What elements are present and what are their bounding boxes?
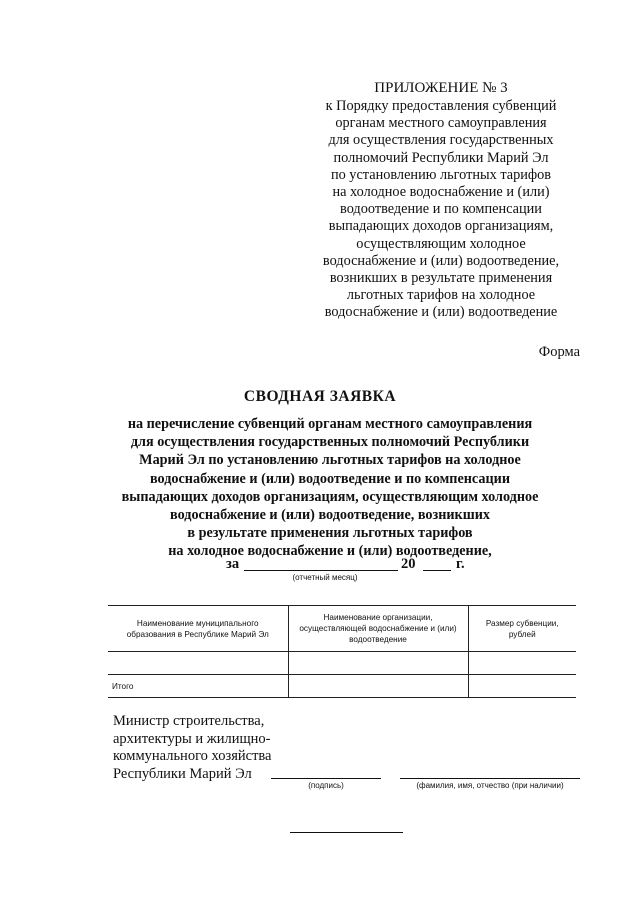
subvention-table (108, 605, 576, 698)
minister-title-line: коммунального хозяйства (113, 748, 272, 764)
subtitle-line: выпадающих доходов организациям, осуществляющим холодное (121, 488, 539, 505)
appendix-line: водоотведение и по компенсации (340, 201, 542, 218)
table-cell[interactable] (468, 675, 576, 698)
appendix-title: ПРИЛОЖЕНИЕ № 3 (374, 80, 508, 96)
full-name-caption: (фамилия, имя, отчество (при наличии) (416, 781, 564, 790)
subtitle-line: Марий Эл по установлению льготных тарифов на холодное (139, 452, 521, 469)
table-cell[interactable] (108, 652, 288, 675)
year-prefix: 20 (401, 556, 416, 572)
table-cell[interactable] (288, 652, 468, 675)
appendix-line: к Порядку предоставления субвенций (325, 98, 557, 114)
month-caption: (отчетный месяц) (292, 573, 358, 582)
table-total-row (108, 675, 576, 698)
table-header-row (108, 606, 576, 652)
appendix-line: осуществляющим холодное (356, 235, 526, 252)
minister-title-line: Республики Марий Эл (113, 765, 252, 782)
appendix-line: выпадающих доходов организациям, (328, 218, 554, 235)
appendix-line: по установлению льготных тарифов (330, 166, 552, 183)
column-header-subvention-amount: Размер субвенции, рублей (468, 606, 576, 652)
subtitle-line: в результате применения льготных тарифов (187, 525, 473, 542)
period-prefix: за (226, 556, 240, 572)
appendix-line: возникших в результате применения (329, 270, 553, 287)
document-title: СВОДНАЯ ЗАЯВКА (243, 388, 397, 405)
table-row (108, 652, 576, 675)
appendix-line: для осуществления государственных (328, 132, 554, 149)
table-cell[interactable] (468, 652, 576, 675)
appendix-line: водоснабжение и (или) водоотведение, (322, 252, 560, 269)
form-label: Форма (538, 344, 580, 360)
subtitle-line: для осуществления государственных полномочий Республики (130, 434, 530, 451)
appendix-line: льготных тарифов на холодное (346, 287, 536, 304)
appendix-line: органам местного самоуправления (335, 115, 547, 132)
appendix-line: водоснабжение и (или) водоотведение (324, 304, 558, 321)
minister-title-line: Министр строительства, (113, 713, 265, 729)
minister-title-line: архитектуры и жилищно- (113, 730, 271, 747)
signature-caption: (подпись) (308, 781, 344, 790)
appendix-line: полномочий Республики Марий Эл (333, 149, 549, 166)
document-subtitle (95, 415, 565, 561)
year-blank-field[interactable] (423, 556, 451, 571)
total-label: Итого (108, 675, 288, 698)
appendix-header (300, 78, 582, 322)
subtitle-line: водоснабжение и (или) водоотведение и по компенсации (149, 470, 511, 487)
month-blank-field[interactable] (244, 556, 398, 571)
full-name-line[interactable] (400, 778, 580, 779)
table-cell[interactable] (288, 675, 468, 698)
signature-line[interactable] (271, 778, 381, 779)
period-suffix: г. (456, 556, 465, 572)
column-header-municipality: Наименование муниципального образования в Республике Марий Эл (108, 606, 288, 652)
minister-signature-block (113, 713, 272, 783)
column-header-organization: Наименование организации, осуществляющей водоснабжение и (или) водоотведение (288, 606, 468, 652)
separator-line (290, 832, 403, 833)
subtitle-line: водоснабжение и (или) водоотведение, возникших (170, 507, 490, 524)
subtitle-line: на перечисление субвенций органам местного самоуправления (127, 416, 533, 432)
appendix-line: на холодное водоснабжение и (или) (332, 184, 550, 201)
subtitle-line: на холодное водоснабжение и (или) водоотведение, (168, 543, 492, 560)
